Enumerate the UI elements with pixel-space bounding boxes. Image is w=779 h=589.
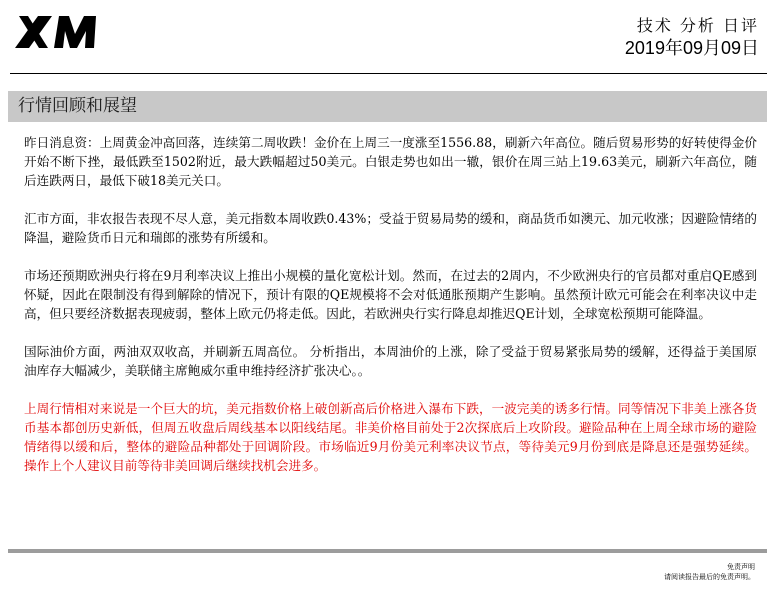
paragraph-forex: 汇市方面，非农报告表现不尽人意，美元指数本周收跌0.43%；受益于贸易局势的缓和，商品货币如澳元、加元收涨；因避险情绪的降温，避险货币日元和瑞郎的涨势有所缓和。 <box>24 211 757 245</box>
header-divider <box>10 73 767 74</box>
paragraph-gold-silver: 昨日消息资：上周黄金冲高回落，连续第二周收跌！金价在上周三一度涨至1556.88，刷新六年高位。随后贸易形势的好转使得金价开始不断下挫，最低跌至1502附近，最大跌幅超过50美元。白银走势也如出一辙，银价在周三站上19.63美元，刷新六年高位，随后连跌两日，最低下破18美元关口。 <box>24 135 757 188</box>
paragraph-ecb: 市场还预期欧洲央行将在9月利率决议上推出小规模的量化宽松计划。然而，在过去的2周内，不少欧洲央行的官员都对重启QE感到怀疑，因此在限制没有得到解除的情况下，预计有限的QE规模将不会对低通胀预期产生影响。虽然预计欧元可能会在利率决议中走高，但只要经济数据表现疲弱，整体上欧元仍将走低。因此，若欧洲央行实行降息却推迟QE计划，全球宽松预期可能降温。 <box>24 268 757 321</box>
section-header <box>8 91 767 122</box>
report-header <box>625 16 759 59</box>
report-date: 2019年09月09日 <box>624 38 759 58</box>
disclaimer-text: 请阅读报告最后的免责声明。 <box>664 573 755 581</box>
paragraph-oil: 国际油价方面，两油双双收高，并刷新五周高位。 分析指出，本周油价的上涨，除了受益于贸易紧张局势的缓解，还得益于美国原油库存大幅减少，美联储主席鲍威尔重申维持经济扩张决心。。 <box>24 344 757 378</box>
footer-divider <box>8 549 767 553</box>
paragraph-outlook: 上周行情相对来说是一个巨大的坑，美元指数价格上破创新高后价格进入瀑布下跌，一波完美的诱多行情。同等情况下非美上涨各货币基本都创历史新低，但周五收盘后周线基本以阳线结尾。非美价格目前处于2次探底后上攻阶段。避险品种在上周全球市场的避险情绪得以缓和后，整体的避险品种都处于回调阶段。市场临近9月份美元利率决议节点，等待美元9月份到底是降息还是强势延续。操作上个人建议目前等待非美回调后继续找机会进多。 <box>24 401 757 473</box>
report-body <box>24 133 757 494</box>
xm-logo <box>14 14 102 50</box>
disclaimer <box>664 562 755 582</box>
disclaimer-title: 免责声明 <box>727 563 755 571</box>
section-title: 行情回顾和展望 <box>18 96 137 116</box>
report-type: 技术 分析 日评 <box>636 16 759 35</box>
